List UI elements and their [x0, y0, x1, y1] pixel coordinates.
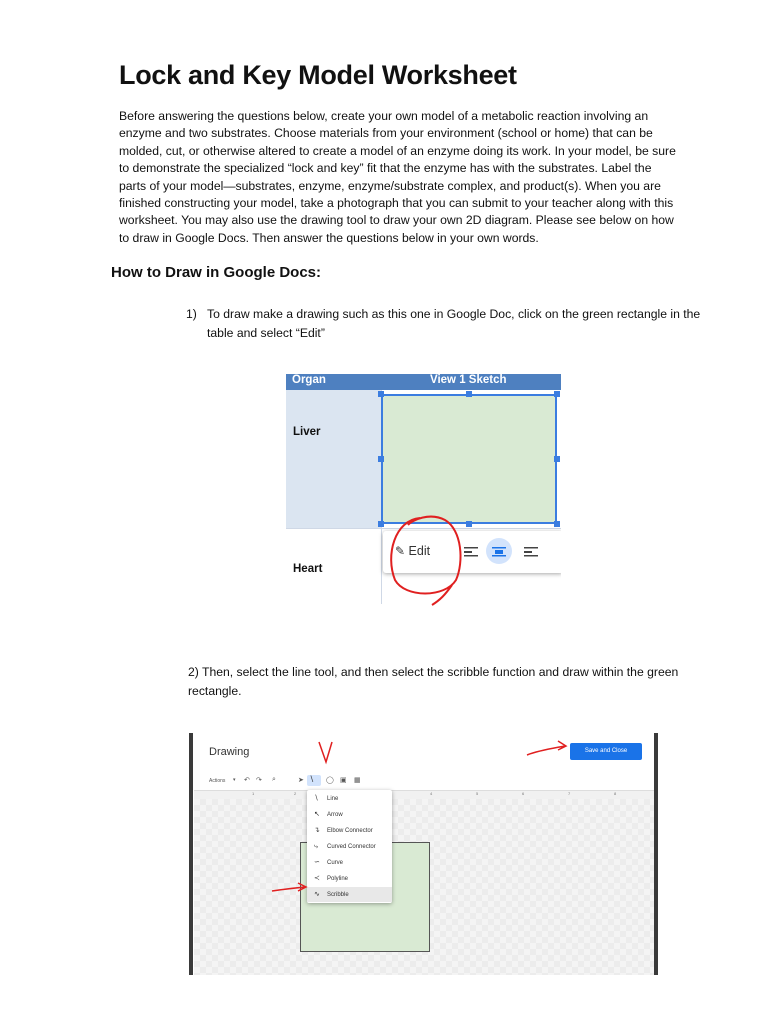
redo-icon[interactable]: ↷ — [256, 777, 262, 784]
step-2-number: 2) — [188, 665, 199, 679]
menu-item-label: Scribble — [327, 892, 349, 898]
ruler-tick: 6 — [522, 791, 525, 796]
curve-icon: ∽ — [314, 859, 320, 866]
ruler-tick: 5 — [476, 791, 479, 796]
actions-menu[interactable]: Actions — [209, 778, 226, 784]
zoom-icon[interactable]: ⌕ — [272, 776, 276, 783]
menu-item-label: Curved Connector — [327, 844, 376, 850]
line-tool-icon: ∖ — [309, 775, 315, 784]
curved-connector-icon: ⤷ — [314, 843, 318, 850]
ruler-tick: 7 — [568, 791, 571, 796]
elbow-connector-icon: ↴ — [314, 827, 320, 834]
intro-paragraph: Before answering the questions below, create your own model of a metabolic reaction involving an enzyme and two substrates. Choose materials from your environment (school or home) that can be molded, cut, or otherwise altered to create a model of an enzyme doing its work. In your model, be sure to demonstrate the specialized “lock and key” fit that the enzyme has with the substrates. Label the parts of your model—substrates, enzyme, enzyme/substrate complex, and product(s). When you are finished constructing your model, take a photograph that you can submit to your teacher along with this worksheet. You may also use the drawing tool to draw your own 2D diagram. Please see below on how to draw in Google Docs. Then answer the questions below in your own words. — [119, 109, 676, 245]
pencil-icon: ✎ — [395, 544, 406, 558]
ruler-tick: 2 — [294, 791, 297, 796]
section-heading: How to Draw in Google Docs: — [111, 264, 322, 281]
undo-icon[interactable]: ↶ — [244, 777, 250, 784]
menu-item-label: Polyline — [327, 876, 349, 882]
menu-item-label: Line — [327, 796, 339, 802]
header-view-sketch: View 1 Sketch — [430, 374, 507, 386]
save-and-close-button[interactable]: Save and Close — [570, 743, 642, 760]
polyline-icon: ≺ — [314, 875, 320, 882]
ruler-tick: 1 — [252, 791, 255, 796]
page-title: Lock and Key Model Worksheet — [119, 60, 517, 90]
image-icon[interactable]: ▦ — [354, 777, 361, 784]
chevron-down-icon: ▾ — [233, 777, 236, 783]
arrow-icon: ↖ — [314, 811, 320, 818]
edit-label: Edit — [408, 544, 431, 558]
header-organ: Organ — [292, 374, 326, 386]
select-icon[interactable]: ➤ — [298, 777, 304, 784]
row-heart: Heart — [293, 563, 323, 575]
menu-item-label: Arrow — [327, 812, 343, 818]
line-icon: ∖ — [314, 795, 319, 802]
text-box-icon[interactable]: ▣ — [340, 777, 347, 784]
step-1-number: 1) — [186, 307, 197, 321]
menu-item-label: Elbow Connector — [327, 828, 373, 834]
ruler-tick: 8 — [614, 791, 617, 796]
scribble-icon: ∿ — [314, 891, 320, 898]
step-2-body: Then, select the line tool, and then select the scribble function and draw within the green rectangle. — [188, 665, 679, 698]
ruler-tick: 4 — [430, 791, 433, 796]
menu-item-label: Curve — [327, 860, 344, 866]
step-1-text: To draw make a drawing such as this one in Google Doc, click on the green rectangle in the table and select “Edit” — [207, 307, 701, 340]
row-liver: Liver — [293, 426, 321, 438]
drawing-title: Drawing — [209, 746, 250, 758]
shape-icon[interactable]: ◯ — [326, 777, 334, 784]
